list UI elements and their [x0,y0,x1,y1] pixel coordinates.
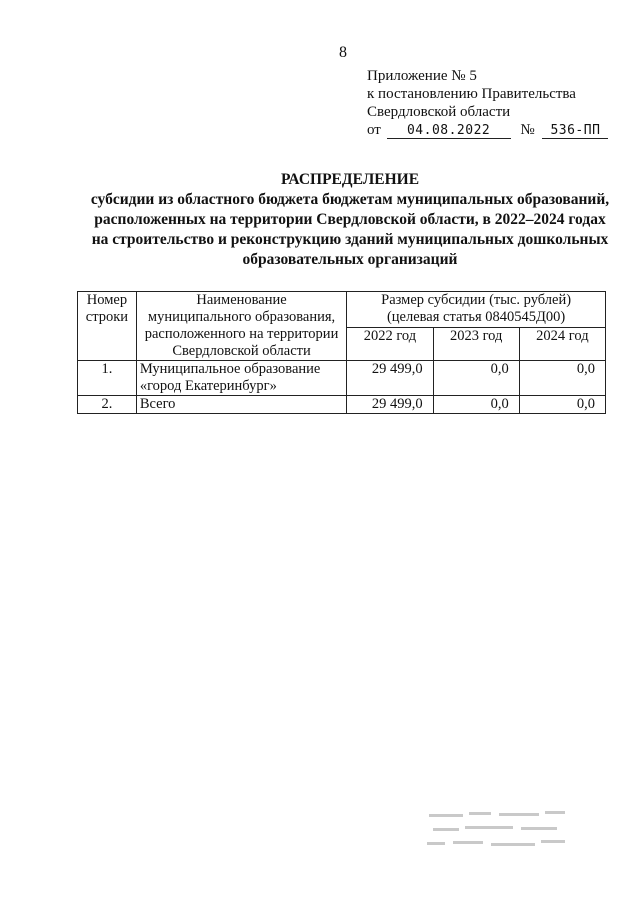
subsidy-table [77,291,606,414]
title-line-3: на строительство и реконструкцию зданий муниципальных дошкольных [91,231,609,248]
row-value-2023: 0,0 [433,361,519,396]
row-name-line-1: Муниципальное образование [139,361,321,377]
resolution-number: 536-ПП [542,123,608,139]
row-name-line-2: «город Екатеринбург» [139,378,277,394]
header-year-2024: 2024 год [519,328,605,361]
table-row [78,361,606,396]
header-num-line-1: Номер [86,292,128,308]
header-name-line-4: Свердловской области [172,343,311,359]
appendix-line-1: Приложение № 5 [367,68,477,84]
title-line-4: образовательных организаций [242,251,458,268]
row-municipality: Всего [136,396,346,414]
row-value-2022: 29 499,0 [347,361,433,396]
row-number: 1. [78,361,137,396]
row-value-2023: 0,0 [433,396,519,414]
row-value-2024: 0,0 [519,361,605,396]
row-number: 2. [78,396,137,414]
appendix-date-line [367,121,608,139]
header-num-line-2: строки [85,309,129,325]
header-row-number [78,292,137,361]
header-name-line-3: расположенного на территории [144,326,339,342]
title-line-1: субсидии из областного бюджета бюджетам муниципальных образований, [90,191,610,208]
appendix-line-3: Свердловской области [367,104,511,120]
header-municipality [136,292,346,361]
row-value-2022: 29 499,0 [347,396,433,414]
title-line-2: расположенных на территории Свердловской области, в 2022–2024 годах [94,211,606,228]
date-prefix: от [367,122,381,138]
appendix-line-2: к постановлению Правительства [367,86,576,102]
table-row-total [78,396,606,414]
header-year-2022: 2022 год [347,328,433,361]
row-municipality [136,361,346,396]
header-size-line-1: Размер субсидии (тыс. рублей) [381,292,572,308]
number-prefix: № [520,122,535,138]
row-value-2024: 0,0 [519,396,605,414]
resolution-date: 04.08.2022 [387,123,511,139]
header-name-line-2: муниципального образования, [147,309,336,325]
page-number: 8 [339,44,347,61]
faded-stamp [425,808,575,852]
header-size-line-2: (целевая статья 0840545Д00) [386,309,566,325]
header-name-line-1: Наименование [196,292,287,308]
header-subsidy-size [347,292,606,328]
appendix-block [367,67,608,139]
title-heading: РАСПРЕДЕЛЕНИЕ [280,171,420,188]
document-title [70,170,630,270]
table-header-row [78,292,606,328]
header-year-2023: 2023 год [433,328,519,361]
